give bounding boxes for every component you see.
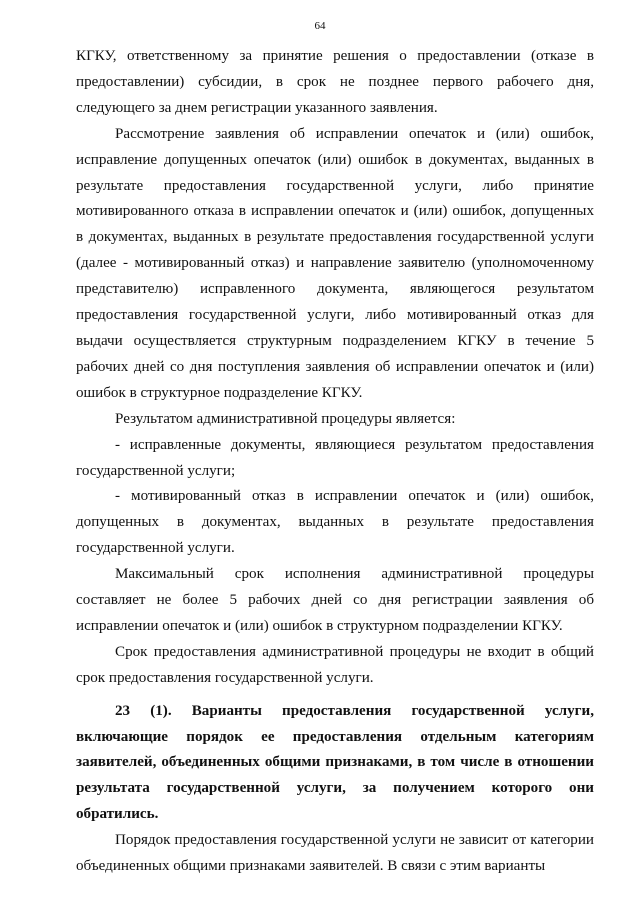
list-item-corrected-documents: - исправленные документы, являющиеся результатом предоставления государственной услуги; — [76, 436, 594, 479]
paragraph-review-procedure: Рассмотрение заявления об исправлении опечаток и (или) ошибок, исправление допущенных опечаток (или) ошибок в документах, выданных в результате предоставления государственной услуги, либо принятие мотивированного отказа в исправлении опечаток и (или) ошибок, допущенных в документах, выданных в результате предоставления государственной услуги (далее - мотивированный отказ) и направление заявителю (уполномоченному представителю) исправленного документа, являющегося результатом предоставления государственной услуги, либо мотивированный отказ для выдачи осуществляется структурным подразделением КГКУ в течение 5 рабочих дней со дня поступления заявления об исправлении опечаток и (или) ошибок в структурное подразделение КГКУ. — [76, 125, 594, 401]
list-item-motivated-refusal: - мотивированный отказ в исправлении опечаток и (или) ошибок, допущенных в документах, выданных в результате предоставления государственной услуги. — [76, 488, 594, 557]
paragraph-max-term: Максимальный срок исполнения административной процедуры составляет не более 5 рабочих дней со дня регистрации заявления об исправлении опечаток и (или) ошибок в структурном подразделении КГКУ. — [76, 566, 594, 634]
paragraph-variants: Порядок предоставления государственной услуги не зависит от категории объединенных общими признаками заявителей. В связи с этим варианты — [76, 832, 594, 875]
document-body — [76, 44, 594, 880]
paragraph-term-exclusion: Срок предоставления административной процедуры не входит в общий срок предоставления государственной услуги. — [76, 643, 594, 686]
paragraph-continuation: КГКУ, ответственному за принятие решения о предоставлении (отказе в предоставлении) субсидии, в срок не позднее первого рабочего дня, следующего за днем регистрации указанного заявления. — [76, 48, 594, 116]
section-heading: 23 (1). Варианты предоставления государственной услуги, включающие порядок ее предоставления отдельным категориям заявителей, объединенных общими признаками, в том числе в отношении результата государственной услуги, за получением которого они обратились. — [76, 702, 594, 823]
page-number: 64 — [314, 20, 326, 32]
paragraph-result-intro: Результатом административной процедуры является: — [115, 410, 456, 427]
